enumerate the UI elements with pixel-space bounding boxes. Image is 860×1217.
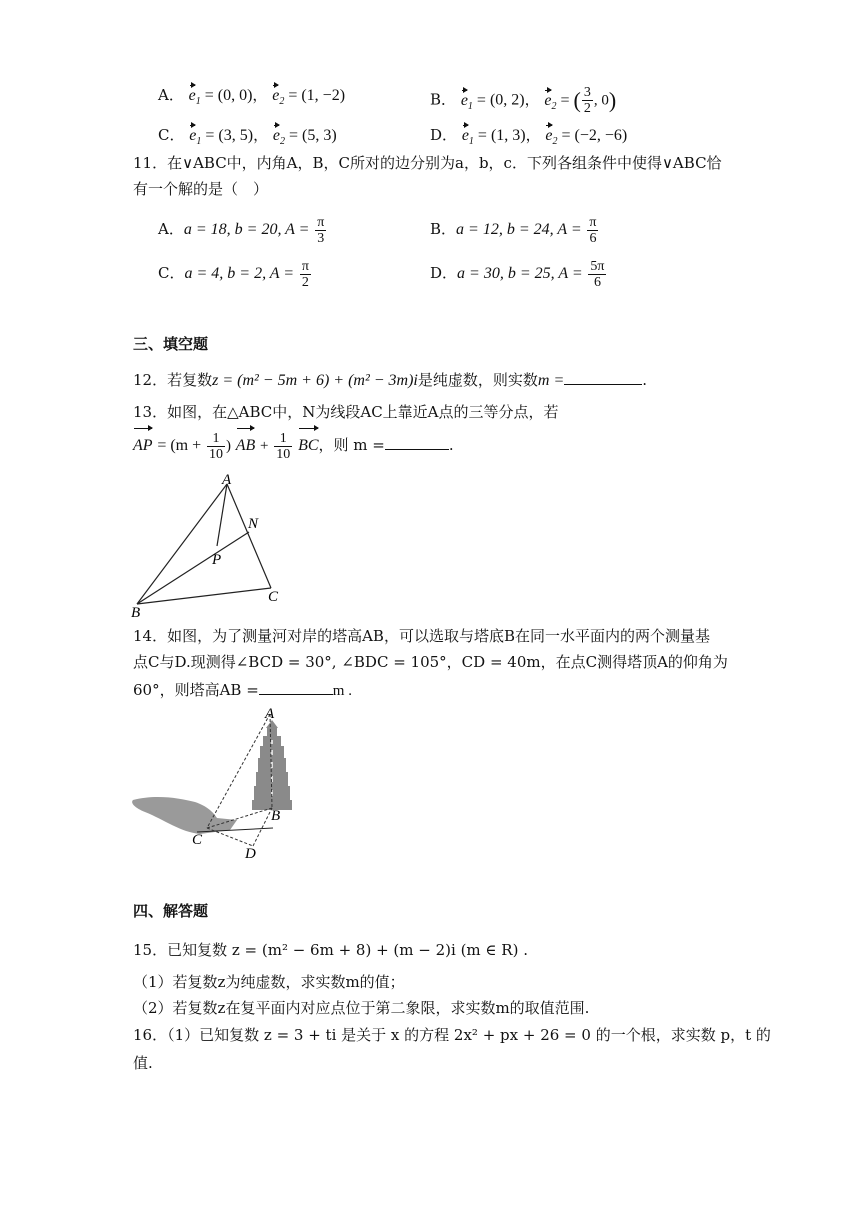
segment-ac: [227, 484, 271, 588]
q16-stem-line1: 16．（1）已知复数 z = 3 + ti 是关于 x 的方程 2x² + px + 26 = 0 的一个根，求实数 p，t 的: [133, 1026, 771, 1044]
q14-stem-line1: 14．如图，为了测量河对岸的塔高AB，可以选取与塔底B在同一水平面内的两个测量基: [133, 627, 710, 645]
q11-stem-line1: 11．在∨ABC中，内角A，B，C所对的边分别为a，b，c．下列各组条件中使得∨ABC恰: [133, 154, 722, 172]
q10-option-a: A． $e_1 = (0$, 0)， $e_2 = (1$, −2): [158, 86, 346, 108]
q14-answer-blank[interactable]: [259, 680, 333, 695]
q12-answer-blank[interactable]: [564, 370, 642, 385]
q10-option-d: D． $e_1 = (1$, 3)， $e_2 = (-2$, −6): [430, 126, 628, 148]
tower-measurement-figure: [125, 702, 295, 864]
q14-stem-line3: 60°，则塔高AB = m .: [133, 681, 352, 699]
point-p-label: P: [212, 552, 222, 568]
segment-ap: [217, 484, 227, 546]
point-b-label: B: [271, 808, 281, 824]
q13-answer-blank[interactable]: [385, 435, 449, 450]
section-heading-fill-in: 三、填空题: [133, 335, 209, 353]
q11-stem-line2: 有一个解的是（ ）: [133, 180, 269, 198]
triangle-abc-figure: [125, 470, 295, 620]
q11-option-a: A．a = 18, b = 20, A = $\frac{\pi}{3}$: [158, 214, 325, 246]
point-a-label: A: [222, 472, 232, 488]
q13-stem-line2: AP = (m + $\frac{1}{10}$ ) AB + $\frac{1}{10}$ BC，则 m = .: [133, 430, 454, 462]
point-d-label: D: [245, 846, 256, 862]
q12: 12．若复数z = (m² − 5m + 6) + (m² − 3m)i是纯虚数，则实数m = .: [133, 371, 648, 389]
section-heading-answer: 四、解答题: [133, 902, 209, 920]
segment-ab: [137, 484, 227, 604]
point-c-label: C: [192, 832, 203, 848]
line-db: [253, 808, 272, 846]
q15-part1: （1）若复数z为纯虚数，求实数m的值；: [133, 973, 405, 991]
q15-part2: （2）若复数z在复平面内对应点位于第二象限，求实数m的取值范围.: [133, 999, 590, 1017]
q16-stem-line2: 值.: [133, 1054, 153, 1072]
point-a-label: A: [265, 706, 275, 722]
q11-option-d: D．a = 30, b = 25, A = $\frac{5\pi}{6}$: [430, 258, 605, 290]
q14-stem-line2: 点C与D.现测得∠BCD = 30°, ∠BDC = 105°，CD = 40m，在点C测得塔顶A的仰角为: [133, 653, 728, 671]
point-c-label: C: [268, 589, 279, 605]
q10-option-c: C． $e_1 = (3$, 5)， $e_2 = (5$, 3): [158, 126, 337, 148]
q13-stem-line1: 13．如图，在△ABC中，N为线段AC上靠近A点的三等分点，若: [133, 403, 559, 421]
point-b-label: B: [131, 605, 141, 620]
q15-stem: 15．已知复数 z = (m² − 6m + 8) + (m − 2)i (m ∈ R) .: [133, 941, 528, 959]
q11-option-c: C．a = 4, b = 2, A = $\frac{\pi}{2}$: [158, 258, 309, 290]
q11-option-b: B．a = 12, b = 24, A = $\frac{\pi}{6}$: [430, 214, 597, 246]
q10-option-b: B． $e_1 = (0$, 2)， $e_2$ = ( $\frac{3}{2}$ , 0): [430, 85, 617, 116]
point-n-label: N: [248, 516, 259, 532]
